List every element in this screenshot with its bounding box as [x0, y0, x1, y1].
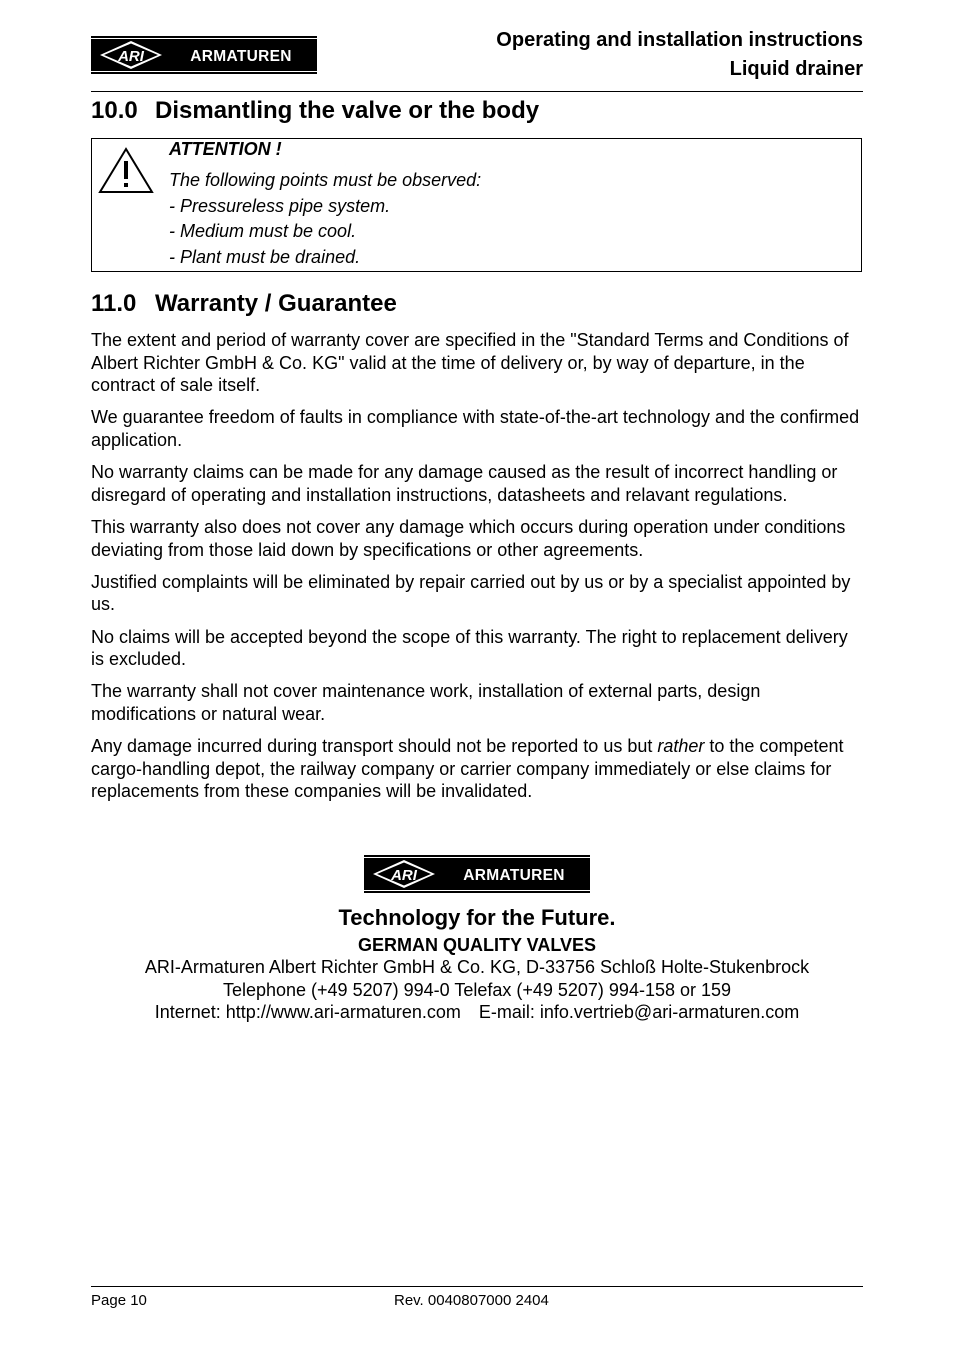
transport-text-emphasis: rather — [657, 736, 705, 757]
warranty-paragraph: Justified complaints will be eliminated by repair carried out by us or by a specialist appointed by us. — [91, 571, 851, 615]
page-number: Page 10 — [91, 1292, 147, 1309]
document-header-title — [496, 26, 863, 84]
warranty-paragraph: The extent and period of warranty cover are specified in the "Standard Terms and Conditions of Albert Richter GmbH & Co. KG" valid at the time of delivery or, by way of departure, in the contract of sale itself. — [91, 330, 849, 396]
attention-item: - Medium must be cool. — [169, 221, 357, 241]
header-title-line1: Operating and installation instructions — [496, 29, 863, 51]
svg-text:ARMATUREN: ARMATUREN — [190, 48, 292, 65]
quality-label: GERMAN QUALITY VALVES — [357, 935, 597, 955]
section-10-number: 10.0 — [91, 97, 138, 124]
warranty-paragraph: The warranty shall not cover maintenance work, installation of external parts, design modifications or natural wear. — [91, 681, 761, 724]
warranty-paragraph: This warranty also does not cover any damage which occurs during operation under conditions deviating from those laid down by specifications or other agreements. — [91, 516, 846, 560]
attention-box — [91, 138, 862, 272]
attention-item: - Plant must be drained. — [169, 246, 361, 267]
company-tagline: Technology for the Future. — [338, 905, 616, 930]
footer-divider — [91, 1286, 863, 1287]
svg-text:ARI: ARI — [391, 867, 417, 884]
header-divider — [91, 91, 863, 92]
transport-text-before: Any damage incurred during transport should not be reported to us but — [91, 736, 658, 757]
section-11-title: Warranty / Guarantee — [155, 290, 397, 317]
svg-text:ARMATUREN: ARMATUREN — [463, 867, 565, 884]
company-email: E-mail: info.vertrieb@ari-armaturen.com — [478, 1002, 800, 1023]
transport-text-after: to the competent cargo-handling depot, the railway company or carrier company immediately or else claims for replacements from these companies will be invalidated. — [91, 736, 844, 802]
attention-text — [169, 138, 481, 270]
warranty-paragraph: We guarantee freedom of faults in compliance with state-of-the-art technology and the confirmed application. — [91, 407, 860, 450]
attention-title: ATTENTION ! — [169, 139, 282, 159]
svg-text:ARI: ARI — [118, 48, 144, 65]
company-phone: Telephone (+49 5207) 994-0 Telefax (+49 5207) 994-158 or 159 — [222, 979, 732, 1000]
section-11-heading — [91, 290, 397, 318]
revision-number: Rev. 0040807000 2404 — [394, 1292, 549, 1309]
header-title-line2: Liquid drainer — [729, 58, 863, 80]
company-info — [40, 902, 914, 1024]
company-internet: Internet: http://www.ari-armaturen.com — [154, 1002, 461, 1023]
warranty-paragraph-transport — [91, 735, 863, 803]
section-10-heading — [91, 97, 539, 125]
warning-triangle-icon — [97, 145, 155, 195]
attention-item: - Pressureless pipe system. — [169, 195, 391, 216]
warranty-paragraph: No claims will be accepted beyond the scope of this warranty. The right to replacement delivery is excluded. — [91, 626, 848, 670]
ari-armaturen-logo — [91, 36, 317, 74]
company-address: ARI-Armaturen Albert Richter GmbH & Co. KG, D-33756 Schloß Holte-Stukenbrock — [144, 957, 810, 977]
attention-intro: The following points must be observed: — [169, 170, 482, 190]
section-10-title: Dismantling the valve or the body — [155, 97, 540, 124]
ari-armaturen-logo-footer — [364, 855, 590, 893]
company-contact — [40, 1001, 914, 1024]
section-11-number: 11.0 — [91, 290, 137, 317]
warranty-body — [91, 329, 863, 812]
warranty-paragraph: No warranty claims can be made for any damage caused as the result of incorrect handling or disregard of operating and installation instructions, datasheets and relavant regulations. — [91, 462, 838, 505]
